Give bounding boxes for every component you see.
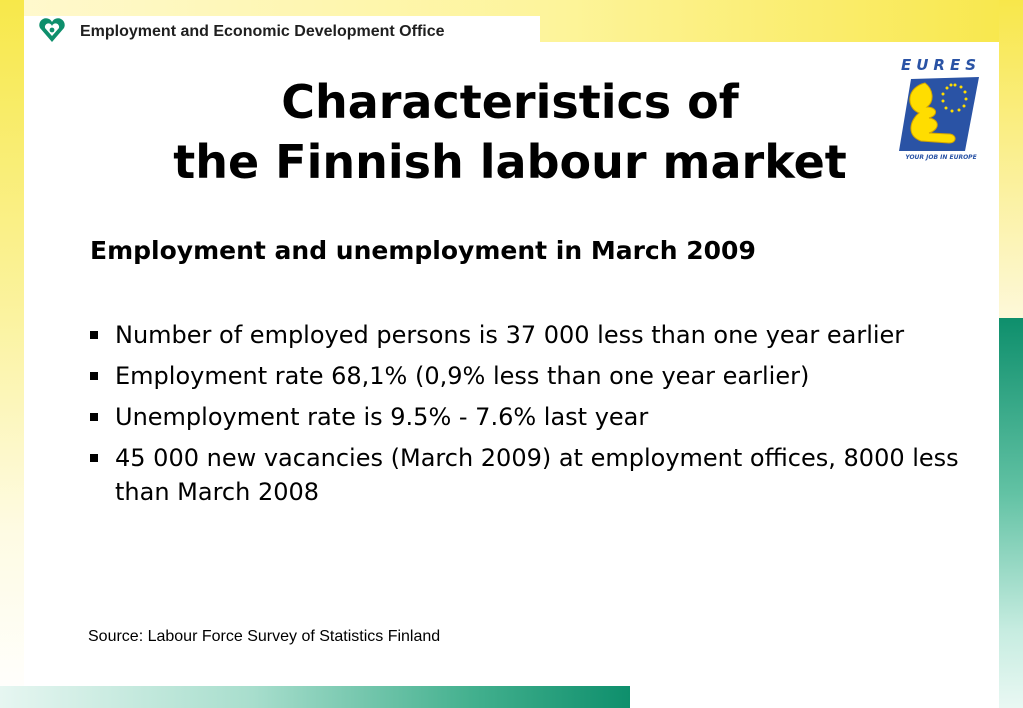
section-subtitle: Employment and unemployment in March 2009	[90, 236, 756, 265]
bullet-item	[90, 400, 970, 434]
bullet-item	[90, 318, 970, 352]
square-bullet-icon	[90, 454, 98, 462]
org-name: Employment and Economic Development Office	[80, 23, 445, 40]
source-note: Source: Labour Force Survey of Statistics Finland	[88, 628, 441, 645]
square-bullet-icon	[90, 331, 98, 339]
te-office-logo-icon	[37, 16, 67, 44]
eures-tagline: YOUR JOB IN EUROPE	[905, 154, 977, 161]
left-band	[0, 0, 24, 708]
eures-logo-icon	[895, 55, 985, 165]
bullet-text: Unemployment rate is 9.5% - 7.6% last year	[115, 403, 649, 431]
bullet-list	[90, 318, 970, 516]
bullet-text: 45 000 new vacancies (March 2009) at employment offices, 8000 less than March 2008	[115, 444, 959, 506]
bullet-item	[90, 441, 970, 509]
right-green-band	[999, 318, 1023, 708]
eures-text: EURES	[900, 56, 982, 74]
square-bullet-icon	[90, 372, 98, 380]
square-bullet-icon	[90, 413, 98, 421]
bottom-green-band	[0, 686, 630, 708]
bullet-text: Employment rate 68,1% (0,9% less than one year earlier)	[115, 362, 810, 390]
bullet-item	[90, 359, 970, 393]
slide-title-line1: Characteristics of	[281, 75, 739, 129]
right-yellow-band	[999, 0, 1023, 318]
slide-title-line2: the Finnish labour market	[173, 135, 847, 189]
bullet-text: Number of employed persons is 37 000 less than one year earlier	[115, 321, 905, 349]
slide-title	[90, 72, 930, 192]
